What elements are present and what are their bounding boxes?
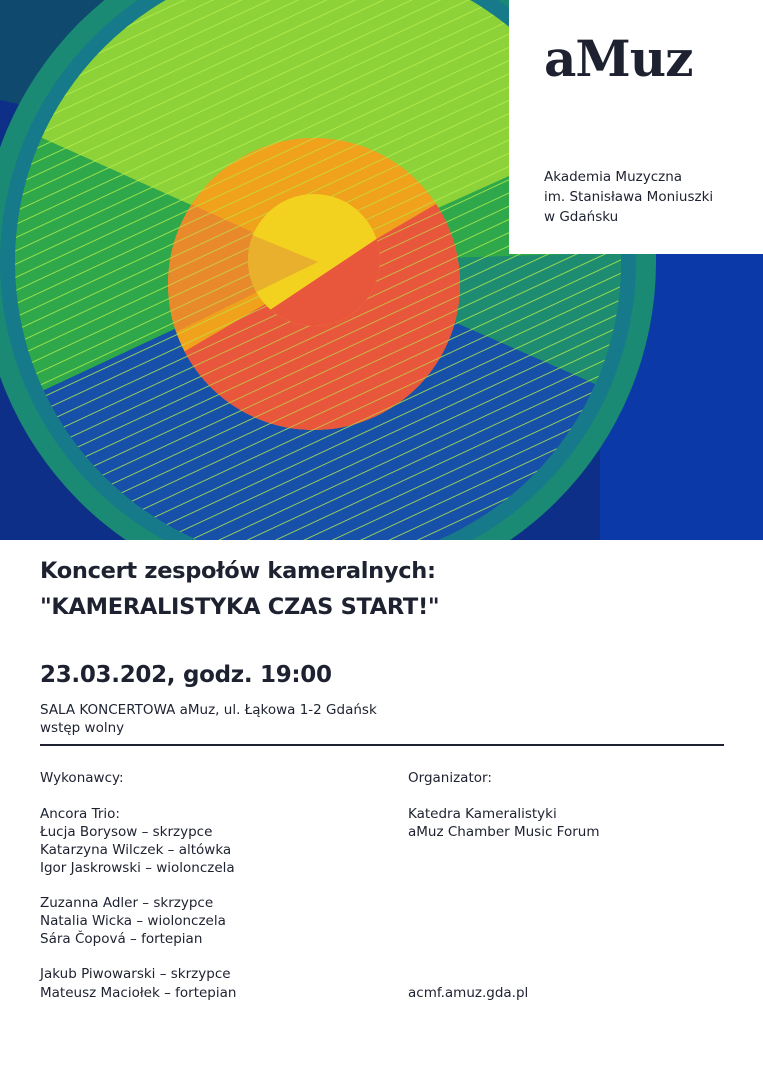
performers-heading: Wykonawcy:: [40, 770, 124, 786]
event-admission: wstęp wolny: [40, 720, 125, 736]
organizer-heading: Organizator:: [408, 770, 492, 786]
group1-member-3: Igor Jaskrowski – wiolonczela: [40, 860, 235, 876]
group2-member-3: Sára Čopová – fortepian: [40, 931, 203, 947]
institution-name: [544, 167, 713, 227]
event-datetime: 23.03.202, godz. 19:00: [40, 662, 332, 688]
divider: [40, 744, 724, 746]
group2-member-2: Natalia Wicka – wiolonczela: [40, 913, 226, 929]
amuz-logo: aMuz: [544, 29, 693, 88]
event-title-line-2: "KAMERALISTYKA CZAS START!": [40, 594, 440, 620]
group1-member-1: Łucja Borysow – skrzypce: [40, 824, 213, 840]
group1-name: Ancora Trio:: [40, 806, 120, 822]
group3-member-1: Jakub Piwowarski – skrzypce: [40, 966, 231, 982]
group1-member-2: Katarzyna Wilczek – altówka: [40, 842, 232, 858]
institution-line-1: Akademia Muzyczna: [544, 169, 683, 185]
institution-line-2: im. Stanisława Moniuszki: [544, 189, 714, 205]
institution-line-3: w Gdańsku: [544, 209, 619, 225]
group2-member-1: Zuzanna Adler – skrzypce: [40, 895, 214, 911]
organizer-line-1: Katedra Kameralistyki: [408, 806, 557, 822]
group3-member-2: Mateusz Maciołek – fortepian: [40, 985, 237, 1001]
event-venue: SALA KONCERTOWA aMuz, ul. Łąkowa 1-2 Gdańsk: [40, 702, 377, 718]
brand-panel: [509, 0, 763, 254]
event-title-line-1: Koncert zespołów kameralnych:: [40, 558, 436, 584]
website-link[interactable]: acmf.amuz.gda.pl: [408, 985, 529, 1001]
organizer-line-2: aMuz Chamber Music Forum: [408, 824, 600, 840]
